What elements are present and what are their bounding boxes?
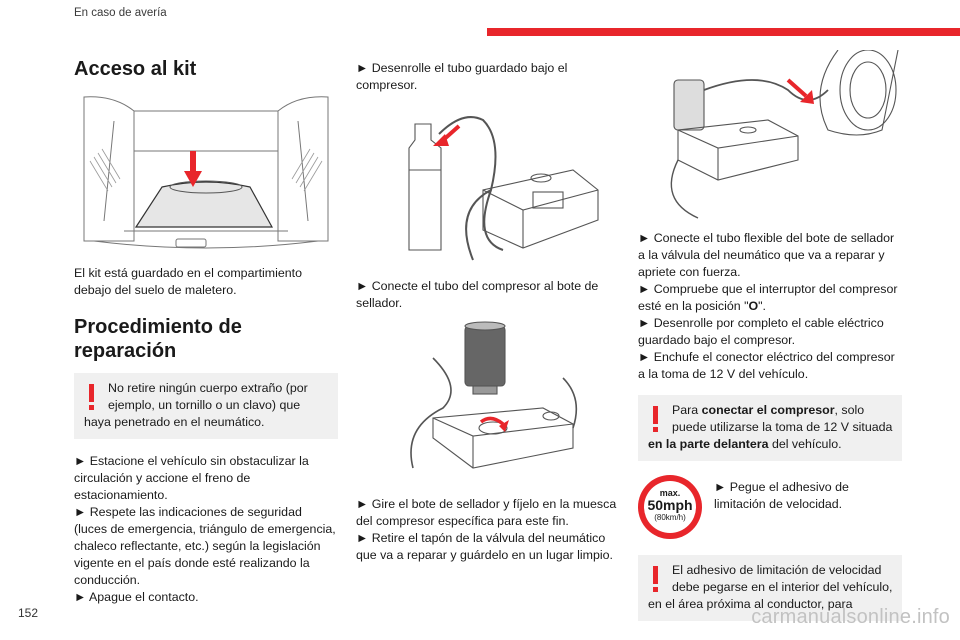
steps-list-middle [356, 496, 620, 564]
step-connect-valve: ► Conecte el tubo flexible del bote de sellador a la válvula del neumático que va a reparar y apriete con fuerza. [638, 231, 895, 279]
column-left [74, 54, 338, 606]
badge-speed-mph: 50mph [647, 497, 693, 513]
steps-list-left [74, 453, 338, 606]
arrow-left-icon [433, 126, 459, 146]
step-unroll-tube: ► Desenrolle el tubo guardado bajo el compresor. [356, 61, 568, 92]
steps-list-right [638, 230, 902, 383]
step-park: ► Estacione el vehículo sin obstaculizar la circulación y accione el freno de estacionamiento. [74, 454, 309, 502]
warning-exclamation-icon [648, 404, 664, 434]
step-safety: ► Respete las indicaciones de seguridad (luces de emergencia, triángulo de emergencia, chaleco reflectante, etc.) según la legislación vigente en el país donde esté realizando la conducción. [74, 505, 336, 587]
speed-sticker-row [638, 475, 902, 539]
header-accent-bar [487, 28, 960, 36]
warning-box-foreign-object [74, 373, 338, 439]
warning-exclamation-icon [648, 564, 664, 594]
warning-exclamation-icon [84, 382, 100, 412]
warning-box-socket: Para conectar el compresor, solo puede utilizarse la toma de 12 V situada en la parte delantera del vehículo. [638, 395, 902, 461]
step-check-switch: ► Compruebe que el interruptor del compresor esté en la posición "O". [638, 282, 898, 313]
step-remove-cap: ► Retire el tapón de la válvula del neumático que va a reparar y guárdelo en un lugar limpio. [356, 531, 613, 562]
trunk-illustration [74, 91, 338, 251]
speed-limit-badge-icon [638, 475, 702, 539]
step-ignition-off: ► Apague el contacto. [74, 590, 199, 604]
trunk-location-text: El kit está guardado en el compartimiento debajo del suelo de maletero. [74, 266, 302, 297]
heading-repair-procedure: Procedimiento de reparación [74, 316, 242, 362]
warning-sticker-text: El adhesivo de limitación de velocidad debe pegarse en el interior del vehículo, en el área próxima al conductor, para [648, 563, 893, 611]
badge-speed-kmh: (80km/h) [654, 513, 686, 522]
step-unroll-cable: ► Desenrolle por completo el cable eléctrico guardado bajo el compresor. [638, 316, 884, 347]
warning-text: No retire ningún cuerpo extraño (por ejemplo, un tornillo o un clavo) que haya penetrado en el neumático. [84, 381, 308, 429]
column-right [638, 50, 902, 621]
arrow-down-right-icon [788, 80, 814, 104]
tyre-connection-illustration [638, 50, 902, 220]
sealant-bottle-illustration [373, 318, 603, 488]
step-plug-12v: ► Enchufe el conector eléctrico del compresor a la toma de 12 V del vehículo. [638, 350, 895, 381]
badge-max: max. [659, 488, 681, 498]
switch-position-o: O [748, 299, 759, 313]
step-connect-tube: ► Conecte el tubo del compresor al bote de sellador. [356, 279, 599, 310]
page-number: 152 [18, 606, 39, 620]
section-header: En caso de avería [74, 7, 167, 19]
watermark: carmanualsonline.info [751, 606, 950, 628]
compressor-tube-illustration [373, 100, 603, 270]
rotate-arrow-icon [481, 418, 509, 432]
heading-access-kit: Acceso al kit [74, 58, 197, 80]
column-middle [356, 60, 620, 564]
step-apply-sticker: ► Pegue el adhesivo de limitación de velocidad. [714, 480, 849, 511]
step-turn-bottle: ► Gire el bote de sellador y fíjelo en la muesca del compresor específica para este fin. [356, 497, 617, 528]
